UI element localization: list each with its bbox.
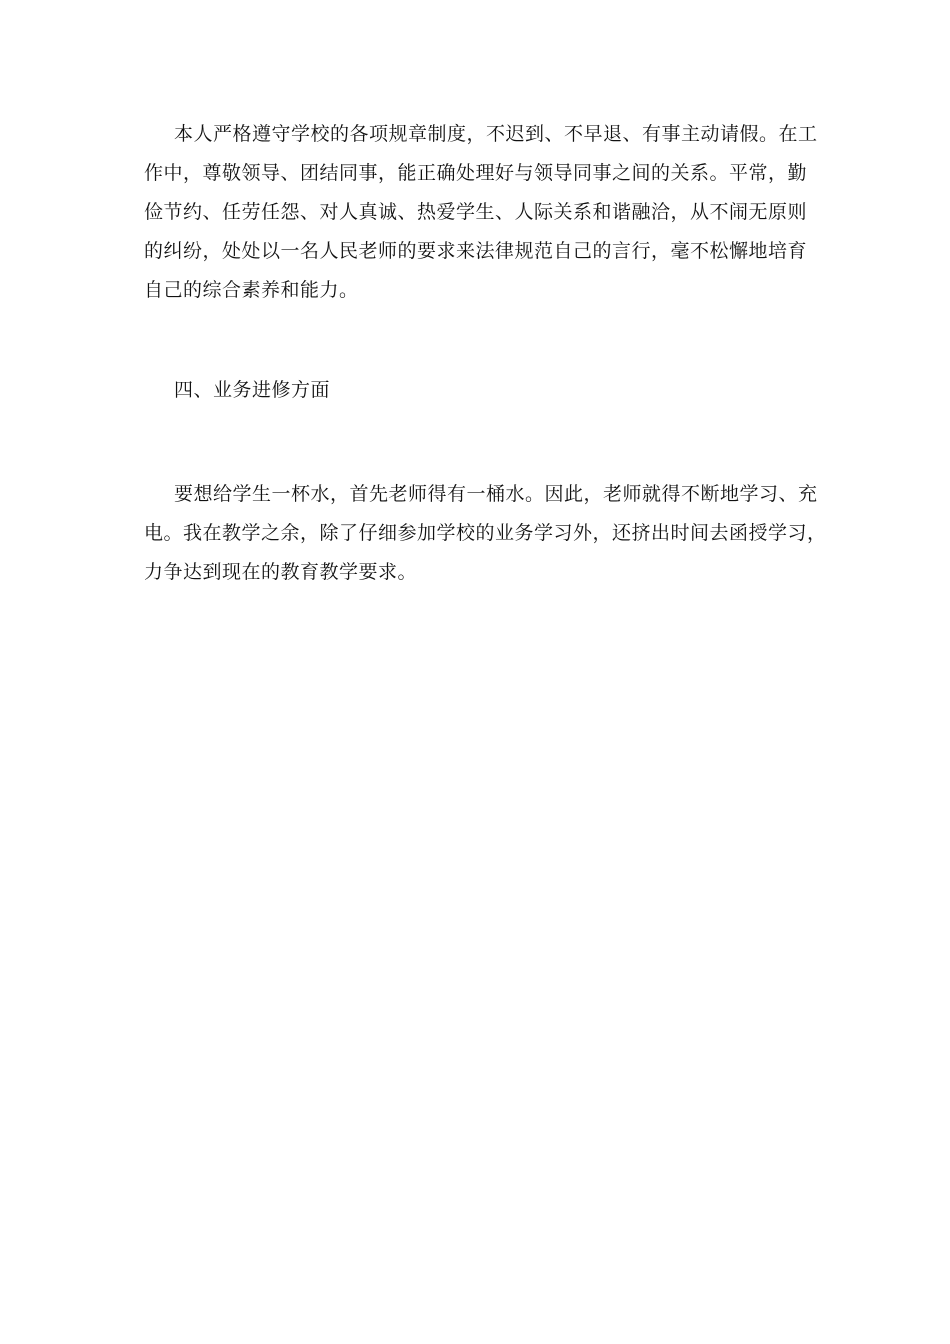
paragraph-1-line-1: 本人严格遵守学校的各项规章制度，不迟到、不早退、有事主动请假。在工 — [174, 123, 818, 145]
paragraph-1-line-5: 自己的综合素养和能力。 — [144, 279, 359, 301]
paragraph-1-line-4: 的纠纷，处处以一名人民老师的要求来法律规范自己的言行，毫不松懈地培育 — [144, 240, 808, 262]
paragraph-2-line-3: 力争达到现在的教育教学要求。 — [144, 561, 418, 583]
paragraph-1-line-2: 作中，尊敬领导、团结同事，能正确处理好与领导同事之间的关系。平常，勤 — [144, 162, 808, 184]
section-heading: 四、业务进修方面 — [174, 379, 331, 401]
paragraph-1-line-3: 俭节约、任劳任怨、对人真诚、热爱学生、人际关系和谐融洽，从不闹无原则 — [144, 201, 808, 223]
paragraph-2-line-2: 电。我在教学之余，除了仔细参加学校的业务学习外，还挤出时间去函授学习， — [144, 522, 827, 544]
paragraph-2-line-1: 要想给学生一杯水，首先老师得有一桶水。因此，老师就得不断地学习、充 — [174, 483, 818, 505]
